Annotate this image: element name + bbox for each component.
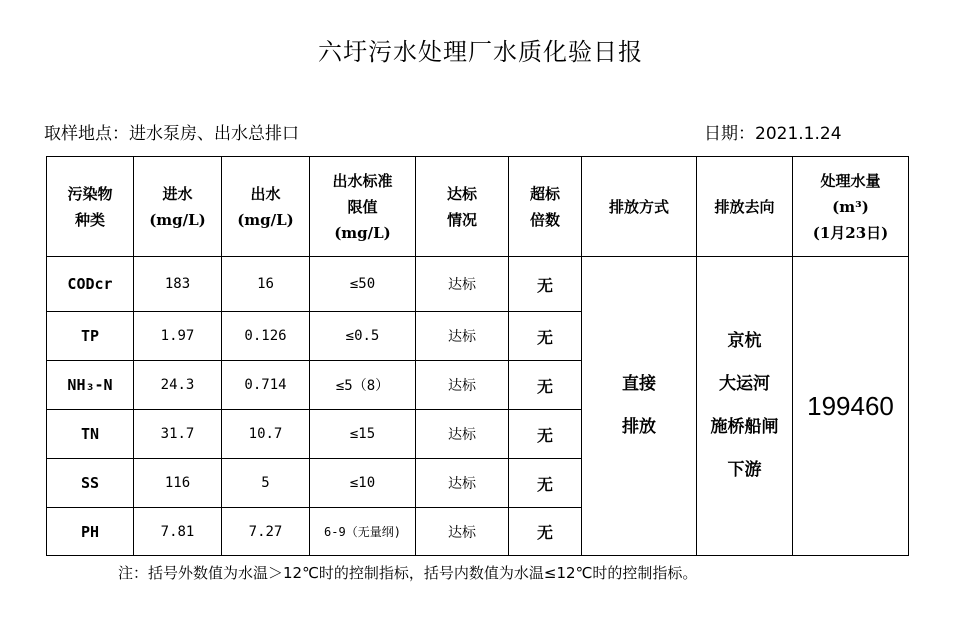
status-cell: 达标 [416, 361, 509, 410]
footnote: 注：括号外数值为水温＞12℃时的控制指标，括号内数值为水温≤12℃时的控制指标。 [118, 564, 698, 582]
pollutant-cell: TP [47, 312, 134, 361]
multiple-cell: 无 [509, 257, 582, 312]
status-cell: 达标 [416, 257, 509, 312]
effluent-cell: 5 [222, 459, 310, 508]
header-influent: 进水 (mg/L) [134, 157, 222, 257]
limit-cell: ≤5（8） [310, 361, 416, 410]
influent-cell: 183 [134, 257, 222, 312]
influent-cell: 116 [134, 459, 222, 508]
limit-cell: ≤0.5 [310, 312, 416, 361]
water-quality-table [46, 156, 909, 556]
header-discharge-method: 排放方式 [582, 157, 697, 257]
influent-cell: 31.7 [134, 410, 222, 459]
effluent-cell: 10.7 [222, 410, 310, 459]
influent-cell: 1.97 [134, 312, 222, 361]
status-cell: 达标 [416, 508, 509, 556]
effluent-cell: 0.126 [222, 312, 310, 361]
pollutant-cell: CODcr [47, 257, 134, 312]
multiple-cell: 无 [509, 410, 582, 459]
multiple-cell: 无 [509, 312, 582, 361]
volume-cell: 199460 [793, 257, 909, 556]
header-row [47, 157, 909, 257]
header-status: 达标 情况 [416, 157, 509, 257]
discharge-destination-cell: 京杭 大运河 施桥船闸 下游 [697, 257, 793, 556]
influent-cell: 7.81 [134, 508, 222, 556]
header-discharge-destination: 排放去向 [697, 157, 793, 257]
report-date: 日期：2021.1.24 [704, 124, 842, 144]
limit-cell: ≤10 [310, 459, 416, 508]
header-effluent: 出水 (mg/L) [222, 157, 310, 257]
header-limit: 出水标准 限值 (mg/L) [310, 157, 416, 257]
limit-cell: 6-9（无量纲) [310, 508, 416, 556]
header-volume: 处理水量 (m³) (1月23日) [793, 157, 909, 257]
header-pollutant: 污染物 种类 [47, 157, 134, 257]
page-title: 六圩污水处理厂水质化验日报 [318, 38, 643, 66]
effluent-cell: 16 [222, 257, 310, 312]
multiple-cell: 无 [509, 508, 582, 556]
status-cell: 达标 [416, 459, 509, 508]
status-cell: 达标 [416, 410, 509, 459]
pollutant-cell: NH₃-N [47, 361, 134, 410]
limit-cell: ≤15 [310, 410, 416, 459]
pollutant-cell: TN [47, 410, 134, 459]
influent-cell: 24.3 [134, 361, 222, 410]
multiple-cell: 无 [509, 361, 582, 410]
status-cell: 达标 [416, 312, 509, 361]
limit-cell: ≤50 [310, 257, 416, 312]
effluent-cell: 7.27 [222, 508, 310, 556]
discharge-method-cell: 直接 排放 [582, 257, 697, 556]
multiple-cell: 无 [509, 459, 582, 508]
header-multiple: 超标 倍数 [509, 157, 582, 257]
table-row [47, 257, 909, 312]
pollutant-cell: PH [47, 508, 134, 556]
effluent-cell: 0.714 [222, 361, 310, 410]
sampling-location: 取样地点：进水泵房、出水总排口 [44, 124, 299, 144]
pollutant-cell: SS [47, 459, 134, 508]
